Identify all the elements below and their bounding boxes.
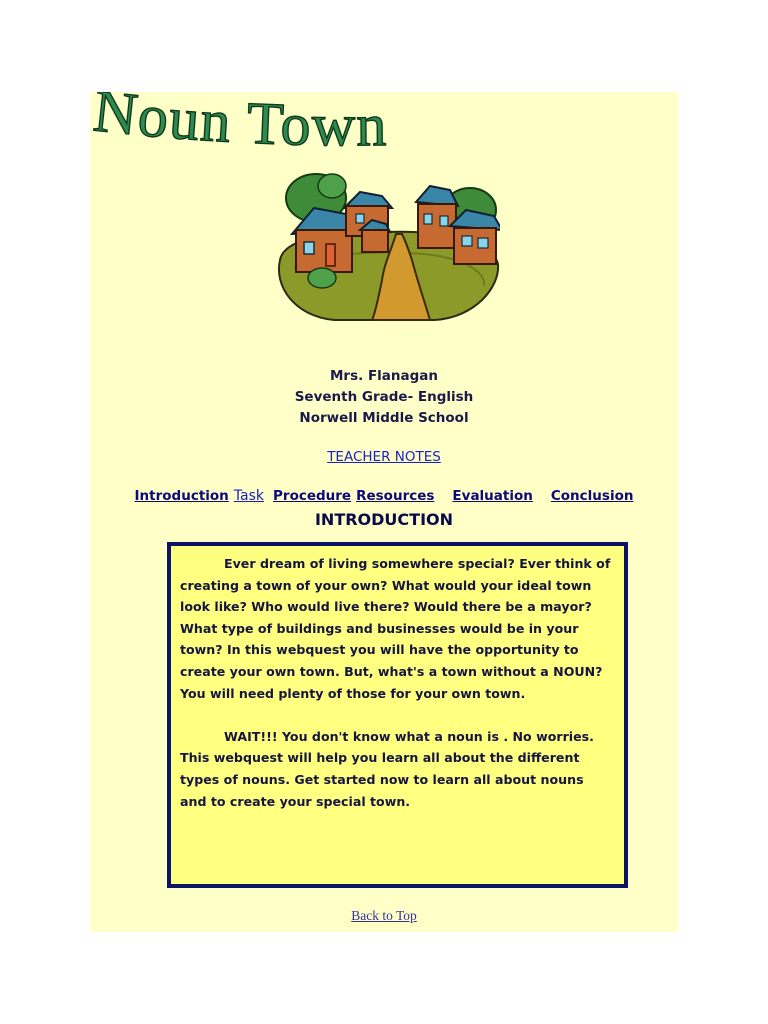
back-to-top-link[interactable]: Back to Top — [351, 908, 417, 923]
back-to-top-row — [90, 908, 678, 924]
introduction-box — [167, 542, 628, 888]
nav-evaluation-link[interactable]: Evaluation — [452, 488, 533, 504]
teacher-name: Mrs. Flanagan — [329, 368, 439, 384]
page-title: Noun Town — [90, 92, 389, 159]
teacher-info — [90, 366, 678, 429]
teacher-notes-row — [90, 449, 678, 465]
grade-subject: Seventh Grade- English — [294, 389, 474, 405]
noun-town-title-logo — [90, 92, 678, 164]
intro-paragraph-2: WAIT!!! You don't know what a noun is . No worries. This webquest will help you learn all about the different types of nouns. Get started now to learn all about nouns and to create your special town. — [180, 728, 594, 809]
town-clipart-image — [274, 168, 500, 328]
nav-conclusion-link[interactable]: Conclusion — [550, 488, 634, 504]
section-nav — [90, 488, 678, 504]
school-name: Norwell Middle School — [299, 410, 469, 426]
nav-resources-link[interactable]: Resources — [356, 488, 435, 504]
svg-text:Noun Town — [91, 92, 388, 158]
intro-paragraph-1: Ever dream of living somewhere special? Ever think of creating a town of your own? What would your ideal town look like? Who would live there? Would there be a mayor? What type of buildings and businesses would be in your town? In this webquest you will have the opportunity to create your own town. But, what's a town without a NOUN? You will need plenty of those for your own town. — [180, 556, 611, 701]
section-heading: INTRODUCTION — [314, 510, 454, 529]
nav-introduction-link[interactable]: Introduction — [134, 488, 229, 504]
nav-procedure-link[interactable]: Procedure — [273, 488, 352, 504]
nav-task-link[interactable]: Task — [233, 488, 265, 504]
page-content — [90, 92, 678, 932]
teacher-notes-link[interactable]: TEACHER NOTES — [327, 449, 441, 465]
